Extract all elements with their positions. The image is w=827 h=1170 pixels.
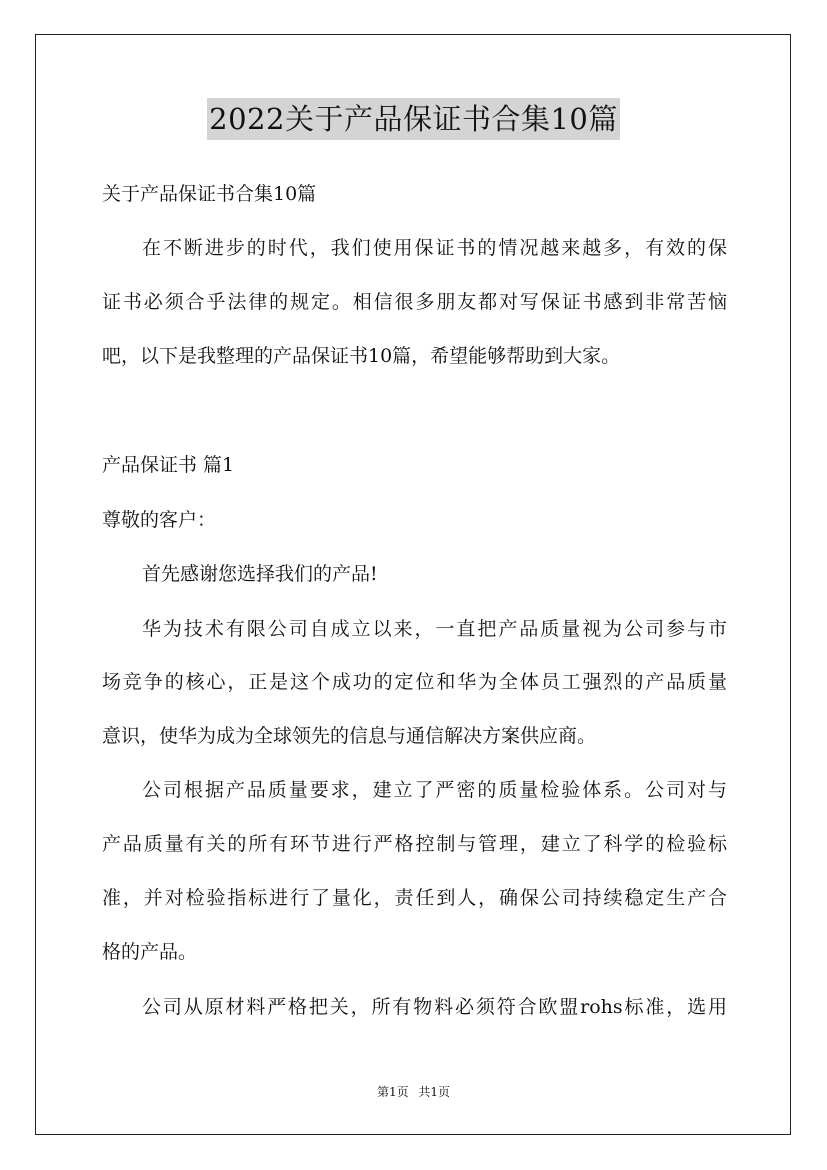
- thanks-line: 首先感谢您选择我们的产品!: [142, 563, 378, 585]
- p1-line-3: 意识，使华为成为全球领先的信息与通信解决方案供应商。: [102, 725, 597, 747]
- subtitle: 关于产品保证书合集10篇: [102, 183, 317, 205]
- section-heading: 产品保证书 篇1: [102, 454, 235, 476]
- p2-line-4: 格的产品。: [102, 941, 198, 963]
- title-wrap: [0, 98, 827, 140]
- p1-line-1: 华为技术有限公司自成立以来，一直把产品质量视为公司参与市: [142, 618, 727, 640]
- p1-line-2: 场竞争的核心，正是这个成功的定位和华为全体员工强烈的产品质量: [102, 671, 727, 693]
- document-title: 2022关于产品保证书合集10篇: [207, 98, 620, 140]
- salutation: 尊敬的客户：: [102, 509, 217, 531]
- p2-line-2: 产品质量有关的所有环节进行严格控制与管理，建立了科学的检验标: [102, 833, 727, 855]
- intro-line-2: 证书必须合乎法律的规定。相信很多朋友都对写保证书感到非常苦恼: [102, 291, 727, 313]
- p2-line-3: 准，并对检验指标进行了量化，责任到人，确保公司持续稳定生产合: [102, 887, 727, 909]
- p3-line-1: 公司从原材料严格把关，所有物料必须符合欧盟rohs标准，选用: [142, 996, 727, 1018]
- page-footer: [0, 1084, 827, 1100]
- page-number: 第1页: [376, 1085, 409, 1099]
- intro-line-3: 吧，以下是我整理的产品保证书10篇，希望能够帮助到大家。: [102, 345, 621, 367]
- p2-line-1: 公司根据产品质量要求，建立了严密的质量检验体系。公司对与: [142, 779, 727, 801]
- intro-line-1: 在不断进步的时代，我们使用保证书的情况越来越多，有效的保: [142, 237, 727, 259]
- page-total: 共1页: [418, 1085, 451, 1099]
